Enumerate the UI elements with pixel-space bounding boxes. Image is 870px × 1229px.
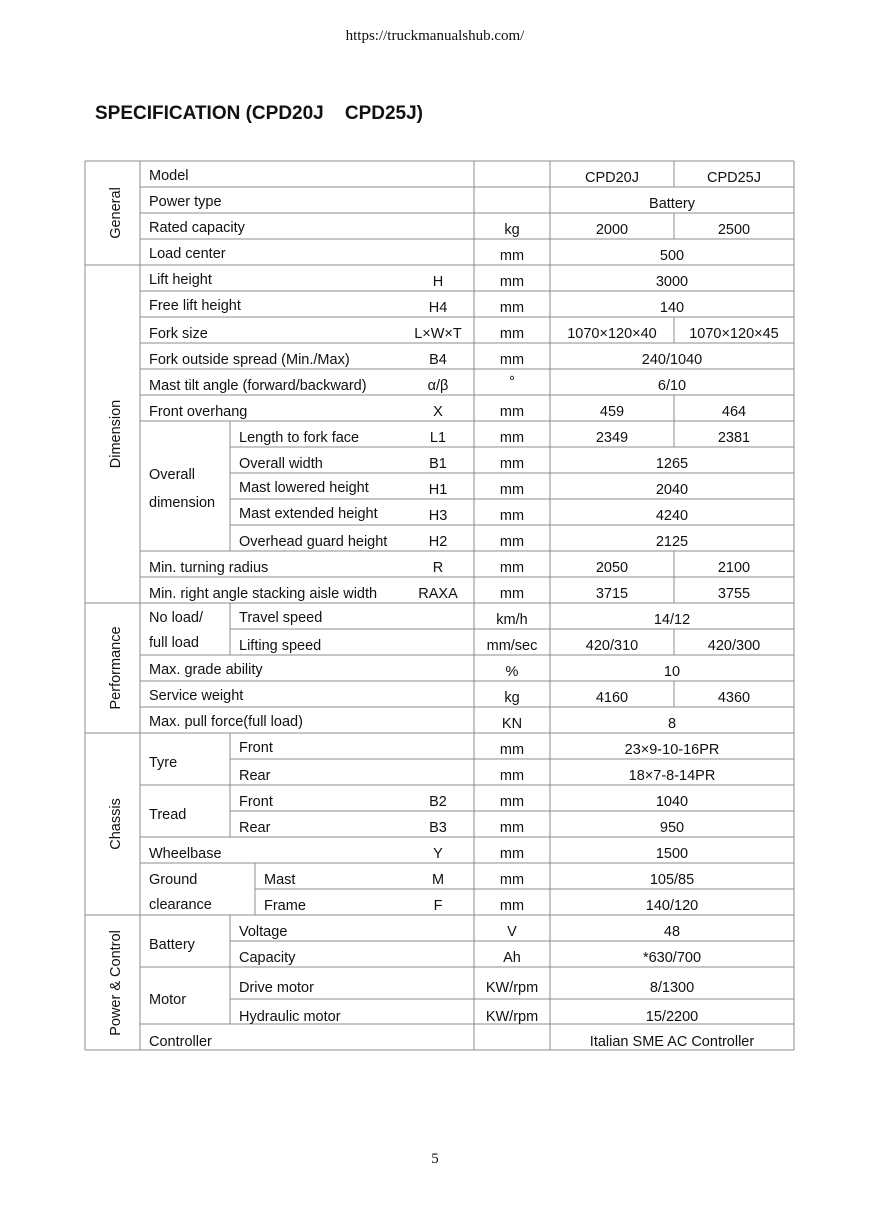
symbol: B1 bbox=[429, 456, 447, 472]
value-cpd20j: 2000 bbox=[595, 222, 629, 238]
row-label: Controller bbox=[149, 1034, 212, 1050]
table-row bbox=[239, 794, 688, 810]
group-label-battery: Battery bbox=[149, 937, 195, 953]
section-performance: Performance bbox=[108, 626, 124, 710]
table-row bbox=[149, 374, 686, 394]
value-cpd20j: 1070×120×40 bbox=[567, 326, 657, 342]
table-grid bbox=[85, 161, 794, 1050]
value-cpd25j: 4360 bbox=[717, 690, 751, 706]
group-label-tread: Tread bbox=[149, 807, 187, 823]
unit: mm bbox=[499, 274, 525, 290]
group-label-motor: Motor bbox=[149, 992, 187, 1008]
table-row bbox=[149, 662, 680, 680]
value-cpd20j: 2050 bbox=[595, 560, 629, 576]
unit: mm bbox=[499, 898, 525, 914]
symbol: RAXA bbox=[418, 586, 458, 602]
group-label-tyre: Tyre bbox=[149, 755, 178, 771]
unit: mm bbox=[499, 300, 525, 316]
row-label: Mast lowered height bbox=[239, 480, 369, 496]
row-label: Lifting speed bbox=[239, 638, 322, 654]
value-cpd20j: 2349 bbox=[595, 430, 629, 446]
row-label: Rear bbox=[239, 768, 271, 784]
table-row bbox=[149, 298, 684, 316]
value-cpd25j: 3755 bbox=[717, 586, 751, 602]
group-label-clearance: clearance bbox=[149, 897, 212, 913]
row-label: Front overhang bbox=[149, 404, 248, 420]
value-cpd25j: 1070×120×45 bbox=[689, 326, 779, 342]
unit: mm bbox=[499, 586, 525, 602]
table-row bbox=[264, 898, 698, 914]
table-row bbox=[239, 610, 690, 628]
row-label: Voltage bbox=[239, 924, 288, 940]
value: 950 bbox=[659, 820, 685, 836]
table-row bbox=[149, 352, 702, 368]
table-row bbox=[239, 980, 694, 996]
group-label-dimension: dimension bbox=[149, 495, 216, 511]
row-label: Fork outside spread (Min./Max) bbox=[149, 352, 350, 368]
value: 1040 bbox=[655, 794, 689, 810]
table-row bbox=[149, 168, 761, 186]
table-row bbox=[149, 326, 779, 342]
section-power-control: Power & Control bbox=[108, 930, 124, 1036]
unit: mm bbox=[499, 534, 525, 550]
group-label-full-load: full load bbox=[149, 635, 199, 651]
unit: mm/sec bbox=[486, 638, 538, 654]
row-label: Drive motor bbox=[239, 980, 314, 996]
unit: mm bbox=[499, 404, 525, 420]
value: 4240 bbox=[655, 508, 689, 524]
unit: kg bbox=[504, 222, 520, 238]
unit: % bbox=[505, 664, 519, 680]
value-cpd25j: 2381 bbox=[717, 430, 751, 446]
symbol: H2 bbox=[428, 534, 448, 550]
unit: mm bbox=[499, 482, 525, 498]
unit: km/h bbox=[496, 612, 528, 628]
row-label: Frame bbox=[264, 898, 306, 914]
value: 18×7-8-14PR bbox=[628, 768, 716, 784]
value: 1500 bbox=[655, 846, 689, 862]
section-general: General bbox=[108, 187, 124, 239]
row-label: Overall width bbox=[239, 456, 323, 472]
row-label: Rear bbox=[239, 820, 271, 836]
unit: mm bbox=[499, 430, 525, 446]
value: 48 bbox=[663, 924, 681, 940]
symbol: B4 bbox=[429, 352, 447, 368]
value: 6/10 bbox=[657, 378, 687, 394]
value-cpd20j: 420/310 bbox=[585, 638, 639, 654]
value-cpd20j: CPD20J bbox=[585, 170, 639, 186]
value-cpd20j: 459 bbox=[599, 404, 625, 420]
table-row bbox=[239, 430, 750, 446]
value: 10 bbox=[663, 664, 681, 680]
value-cpd25j: 420/300 bbox=[707, 638, 761, 654]
table-row bbox=[239, 924, 680, 940]
row-label: Mast bbox=[264, 872, 296, 888]
row-label: Service weight bbox=[149, 688, 244, 704]
unit: mm bbox=[499, 508, 525, 524]
table-row bbox=[149, 560, 750, 576]
table-row bbox=[239, 506, 688, 524]
row-label: Fork size bbox=[149, 326, 208, 342]
value: Battery bbox=[649, 196, 695, 212]
value: 8 bbox=[667, 716, 677, 732]
table-row bbox=[149, 246, 684, 264]
value: 500 bbox=[659, 248, 685, 264]
row-label: Mast tilt angle (forward/backward) bbox=[149, 378, 367, 394]
symbol: B2 bbox=[429, 794, 447, 810]
row-label: Hydraulic motor bbox=[239, 1009, 341, 1025]
table-row bbox=[149, 714, 676, 732]
unit: V bbox=[507, 924, 517, 940]
table-row bbox=[239, 950, 701, 966]
value: 15/2200 bbox=[645, 1009, 699, 1025]
symbol: L×W×T bbox=[414, 326, 462, 342]
row-label: Overhead guard height bbox=[239, 534, 388, 550]
table-row bbox=[149, 846, 688, 862]
value: 140/120 bbox=[645, 898, 699, 914]
symbol: α/β bbox=[427, 378, 449, 394]
unit: mm bbox=[499, 248, 525, 264]
row-label: Min. turning radius bbox=[149, 560, 269, 576]
row-label: Front bbox=[239, 794, 273, 810]
unit: mm bbox=[499, 794, 525, 810]
unit: mm bbox=[499, 326, 525, 342]
group-label-no-load: No load/ bbox=[149, 610, 204, 626]
table-row bbox=[239, 820, 684, 836]
table-row bbox=[149, 1034, 754, 1050]
row-label: Power type bbox=[149, 194, 222, 210]
symbol: H3 bbox=[428, 508, 448, 524]
table-row bbox=[149, 194, 696, 212]
row-label: Mast extended height bbox=[239, 506, 378, 522]
unit: kg bbox=[504, 690, 520, 706]
value-cpd20j: 4160 bbox=[595, 690, 629, 706]
symbol: F bbox=[433, 898, 443, 914]
table-row bbox=[239, 1009, 698, 1025]
table-row bbox=[149, 272, 688, 290]
symbol: H4 bbox=[428, 300, 448, 316]
unit: mm bbox=[499, 560, 525, 576]
page-number: 5 bbox=[431, 1151, 439, 1167]
table-row bbox=[239, 534, 688, 550]
value: 240/1040 bbox=[641, 352, 703, 368]
value: *630/700 bbox=[642, 950, 702, 966]
value-cpd25j: 2100 bbox=[717, 560, 751, 576]
value: 2125 bbox=[655, 534, 689, 550]
symbol: H1 bbox=[428, 482, 448, 498]
symbol: H bbox=[432, 274, 444, 290]
value-cpd25j: 464 bbox=[721, 404, 747, 420]
row-label: Capacity bbox=[239, 950, 296, 966]
table-row bbox=[149, 404, 746, 420]
row-label: Lift height bbox=[149, 272, 212, 288]
unit: KW/rpm bbox=[485, 1009, 539, 1025]
unit: KW/rpm bbox=[485, 980, 539, 996]
value: 2040 bbox=[655, 482, 689, 498]
table-row bbox=[239, 638, 760, 654]
unit: mm bbox=[499, 742, 525, 758]
unit: Ah bbox=[503, 950, 521, 966]
symbol: M bbox=[431, 872, 445, 888]
unit: ° bbox=[509, 374, 515, 390]
page-title: SPECIFICATION (CPD20J CPD25J) bbox=[95, 103, 424, 124]
row-label: Min. right angle stacking aisle width bbox=[149, 586, 378, 602]
row-label: Max. pull force(full load) bbox=[149, 714, 303, 730]
row-label: Wheelbase bbox=[149, 846, 222, 862]
group-label-ground: Ground bbox=[149, 872, 198, 888]
value: 105/85 bbox=[649, 872, 695, 888]
table-row bbox=[239, 740, 719, 758]
group-label-overall: Overall bbox=[149, 467, 195, 483]
symbol: Y bbox=[433, 846, 443, 862]
unit: mm bbox=[499, 872, 525, 888]
table-row bbox=[239, 768, 715, 784]
value: 8/1300 bbox=[649, 980, 695, 996]
header-url: https://truckmanualshub.com/ bbox=[345, 28, 525, 44]
value-cpd25j: 2500 bbox=[717, 222, 751, 238]
value: Italian SME AC Controller bbox=[589, 1034, 755, 1050]
row-label: Front bbox=[239, 740, 273, 756]
unit: KN bbox=[501, 716, 523, 732]
row-label: Load center bbox=[149, 246, 226, 262]
unit: mm bbox=[499, 456, 525, 472]
value: 140 bbox=[659, 300, 685, 316]
row-label: Free lift height bbox=[149, 298, 241, 314]
row-label: Model bbox=[149, 168, 189, 184]
table-row bbox=[149, 586, 750, 602]
symbol: R bbox=[432, 560, 444, 576]
value: 14/12 bbox=[653, 612, 691, 628]
row-label: Length to fork face bbox=[239, 430, 360, 446]
row-label: Max. grade ability bbox=[149, 662, 263, 678]
unit: mm bbox=[499, 768, 525, 784]
value-cpd20j: 3715 bbox=[595, 586, 629, 602]
value: 3000 bbox=[655, 274, 689, 290]
unit: mm bbox=[499, 352, 525, 368]
value: 23×9-10-16PR bbox=[624, 742, 720, 758]
unit: mm bbox=[499, 846, 525, 862]
symbol: B3 bbox=[429, 820, 447, 836]
unit: mm bbox=[499, 820, 525, 836]
table-row bbox=[149, 220, 750, 238]
table-row bbox=[239, 456, 688, 472]
section-dimension: Dimension bbox=[108, 399, 124, 469]
table-row bbox=[149, 688, 750, 706]
symbol: L1 bbox=[429, 430, 447, 446]
value-cpd25j: CPD25J bbox=[707, 170, 761, 186]
value: 1265 bbox=[655, 456, 689, 472]
section-chassis: Chassis bbox=[108, 798, 124, 850]
row-label: Rated capacity bbox=[149, 220, 245, 236]
table-row bbox=[264, 872, 694, 888]
symbol: X bbox=[433, 404, 443, 420]
row-label: Travel speed bbox=[239, 610, 323, 626]
table-row bbox=[239, 480, 688, 498]
